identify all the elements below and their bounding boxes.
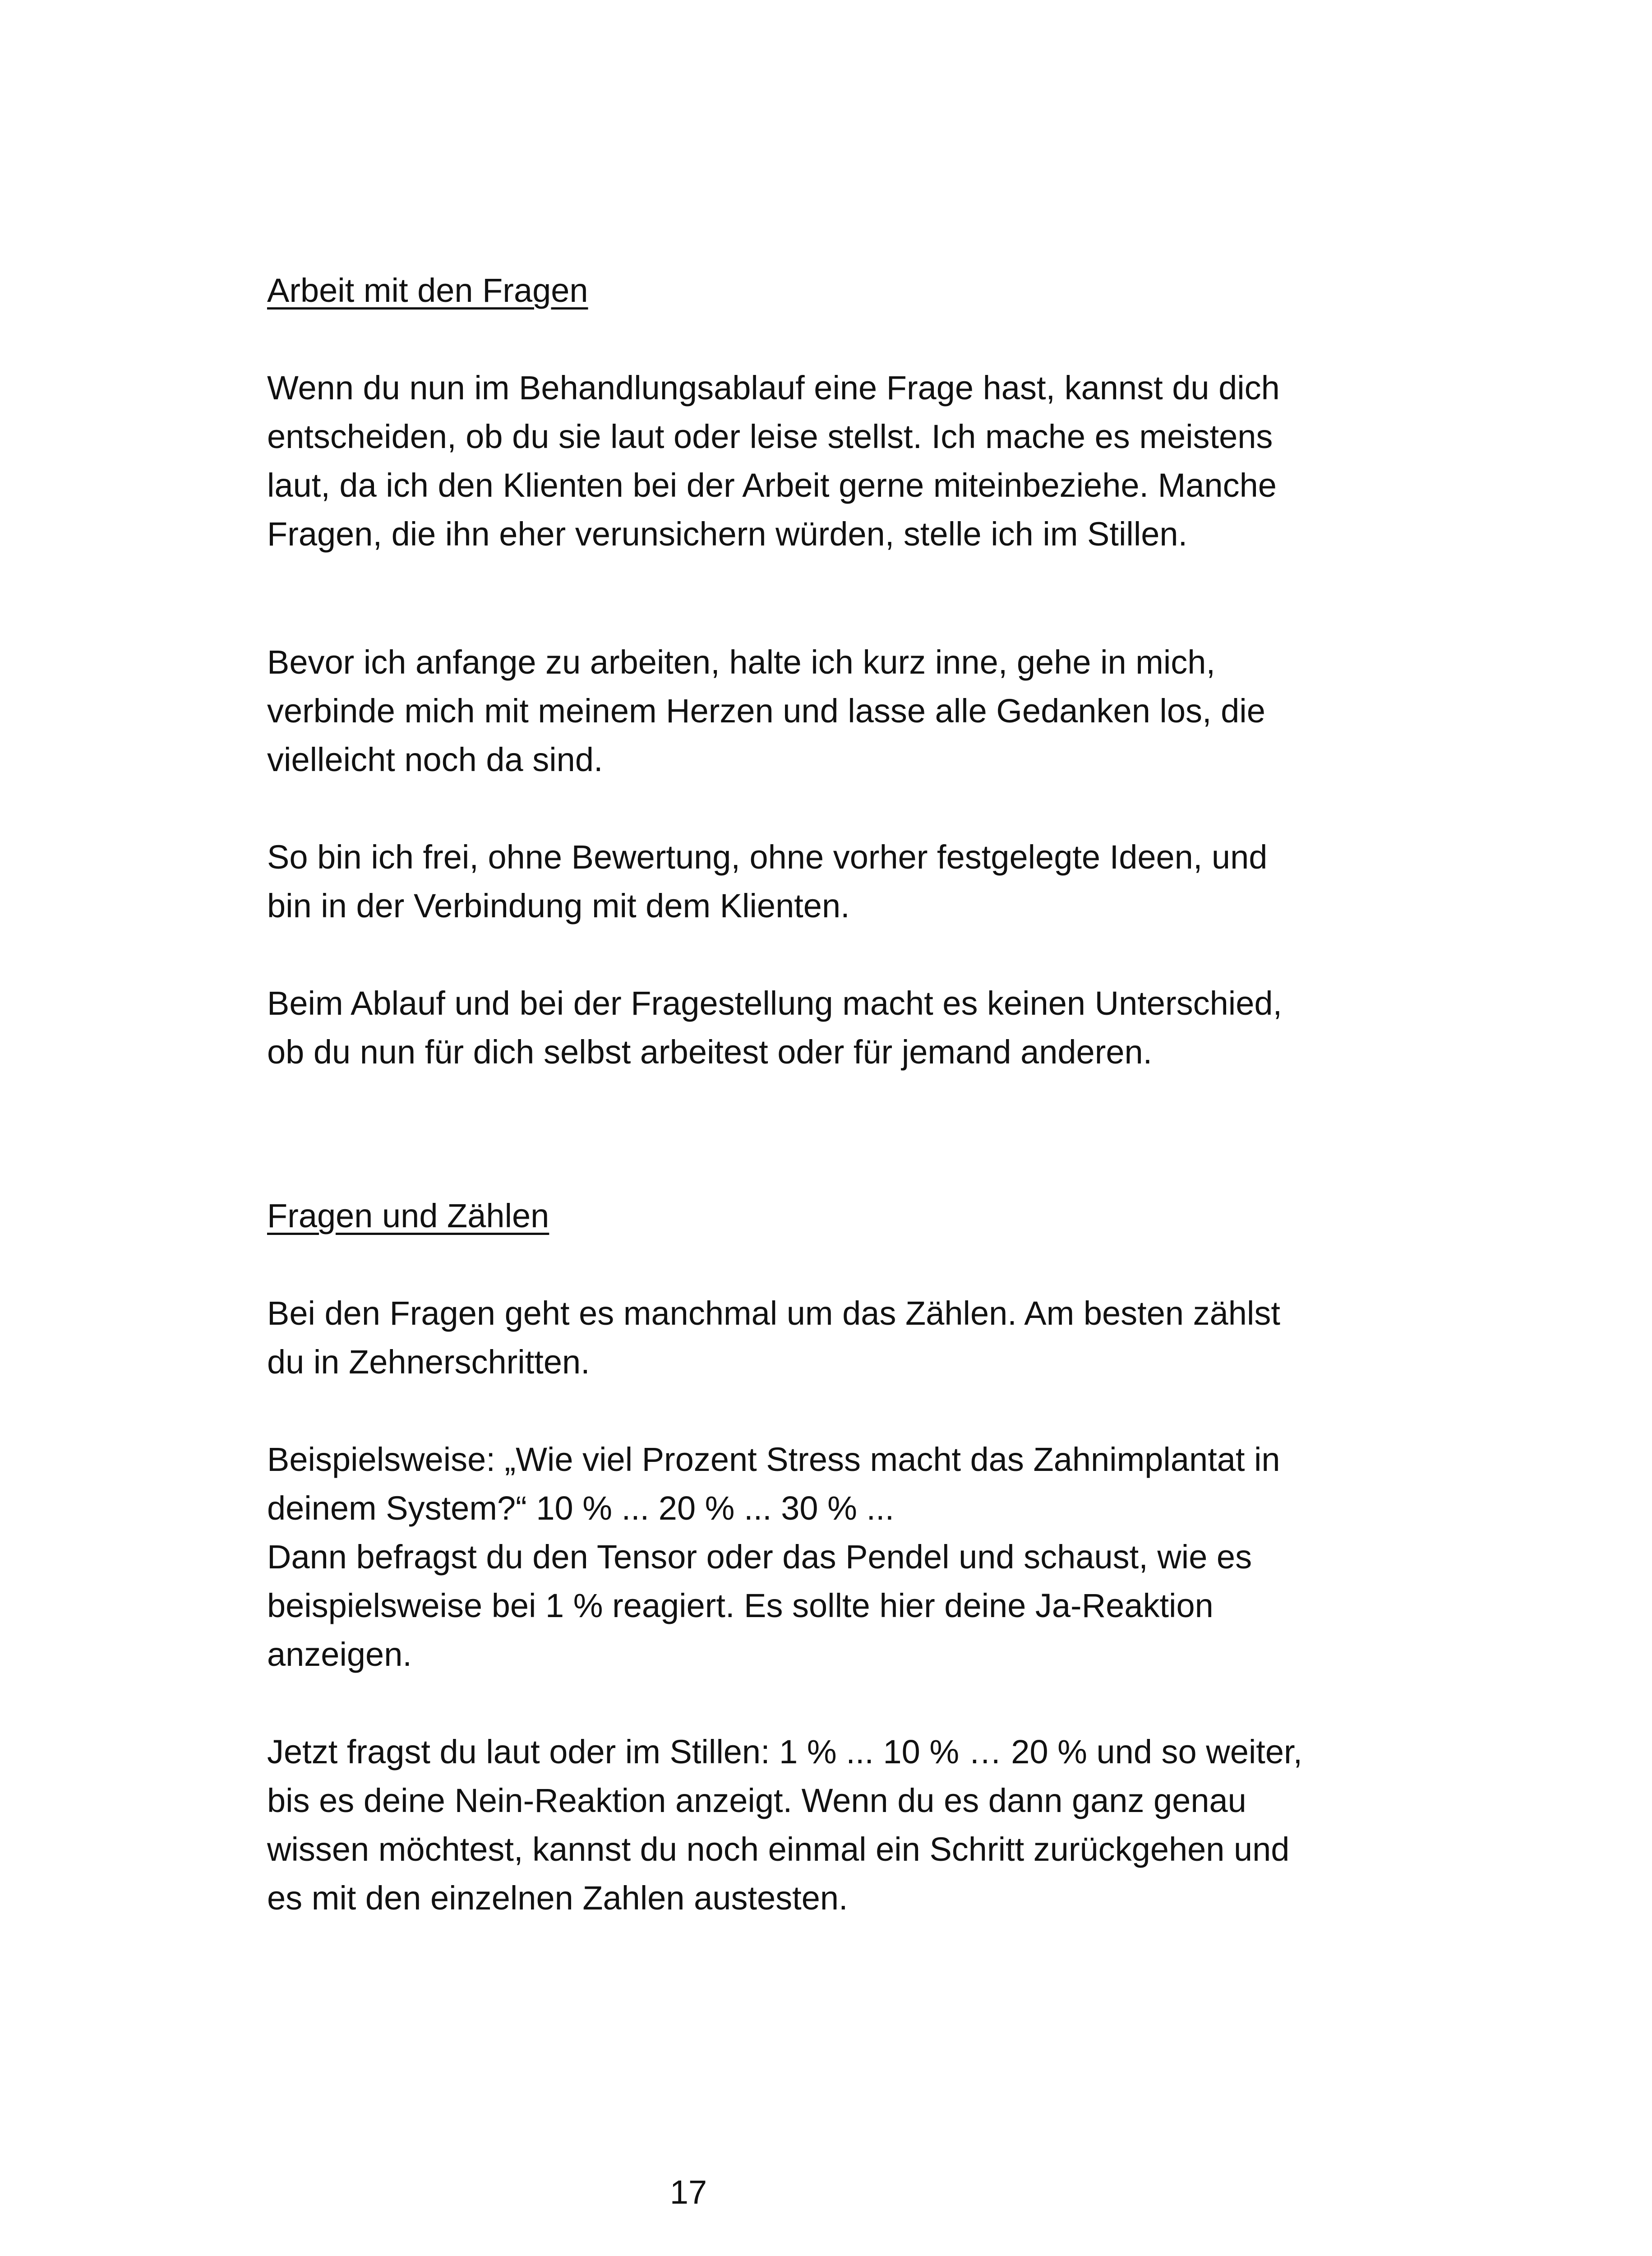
paragraph: Bei den Fragen geht es manchmal um das Zählen. Am besten zählst du in Zehnerschritten. — [267, 1294, 1280, 1381]
paragraph: Beim Ablauf und bei der Fragestellung macht es keinen Unterschied, ob du nun für dich selbst arbeitest oder für jemand anderen. — [267, 985, 1283, 1071]
page-content — [267, 266, 1395, 1923]
paragraph: Bevor ich anfange zu arbeiten, halte ich kurz inne, gehe in mich, verbinde mich mit meinem Herzen und lasse alle Gedanken los, die vielleicht noch da sind. — [267, 643, 1265, 778]
paragraph: So bin ich frei, ohne Bewertung, ohne vorher festgelegte Ideen, und bin in der Verbindung mit dem Klienten. — [267, 838, 1268, 925]
paragraph: Wenn du nun im Behandlungsablauf eine Frage hast, kannst du dich entscheiden, ob du sie laut oder leise stellst. Ich mache es meistens laut, da ich den Klienten bei der Arbeit gerne miteinbeziehe. Manche Fragen, die ihn eher verunsichern würden, stelle ich im Stillen. — [267, 369, 1280, 553]
paragraph: Jetzt fragst du laut oder im Stillen: 1 % ... 10 % … 20 % und so weiter, bis es deine Nein-Reaktion anzeigt. Wenn du es dann ganz genau wissen möchtest, kannst du noch einmal ein Schritt zurückgehen und es mit den einzelnen Zahlen austesten. — [267, 1733, 1303, 1917]
paragraph: Beispielsweise: „Wie viel Prozent Stress macht das Zahnimplantat in deinem System?“ 10 % ... 20 % ... 30 % ... Dann befragst du den Tensor oder das Pendel und schaust, wie es beispielsweise bei 1 % reagiert. Es sollte hier deine Ja-Reaktion anzeigen. — [267, 1441, 1280, 1673]
page-number: 17 — [669, 2173, 707, 2211]
section-heading-fragen-und-zaehlen: Fragen und Zählen — [267, 1197, 549, 1234]
section-heading-arbeit-mit-den-fragen: Arbeit mit den Fragen — [267, 272, 588, 309]
